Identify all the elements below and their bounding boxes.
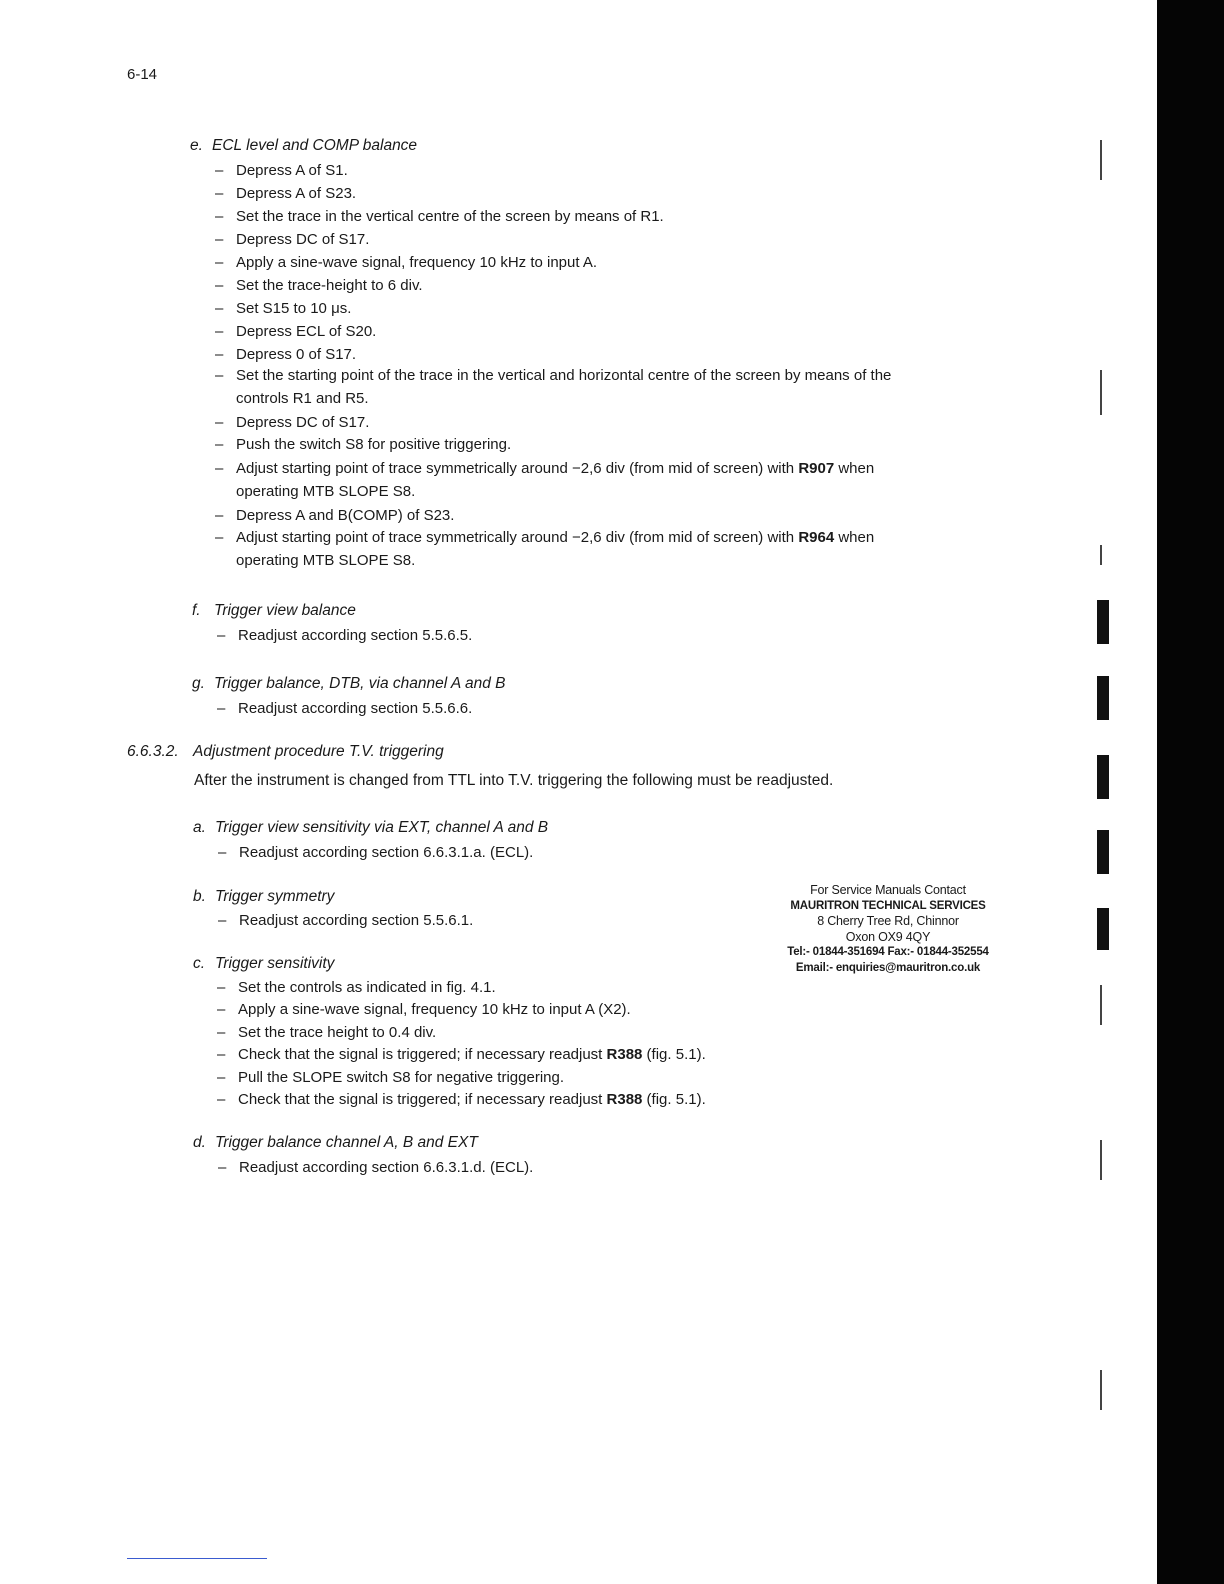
list-item: – Set the trace height to 0.4 div. [217, 1024, 437, 1041]
list-item: – Pull the SLOPE switch S8 for negative triggering. [217, 1069, 565, 1086]
list-item: – Depress DC of S17. [215, 231, 370, 248]
list-item: – Apply a sine-wave signal, frequency 10 kHz to input A. [215, 254, 598, 271]
scan-mark [1097, 600, 1109, 644]
section-e-letter: e. [190, 137, 203, 154]
contact-stamp [786, 883, 990, 976]
section-g-heading: g. Trigger balance, DTB, via channel A and B [192, 675, 506, 692]
list-item: – Readjust according section 6.6.3.1.a. (ECL). [218, 844, 534, 861]
list-item: – Depress A and B(COMP) of S23. [215, 507, 455, 524]
page-number: 6-14 [127, 66, 158, 83]
section-f-heading: f. Trigger view balance [192, 602, 356, 619]
contact-address: 8 Cherry Tree Rd, Chinnor [817, 914, 959, 928]
scan-mark [1100, 1140, 1102, 1180]
scan-mark [1097, 830, 1109, 874]
section-c-heading: c. Trigger sensitivity [193, 955, 335, 972]
list-item: – Readjust according section 5.5.6.5. [217, 627, 473, 644]
list-item: – Apply a sine-wave signal, frequency 10 kHz to input A (X2). [217, 1001, 631, 1018]
list-item: – Depress A of S23. [215, 185, 357, 202]
list-item: – Readjust according section 5.5.6.1. [218, 912, 474, 929]
subsection-intro: After the instrument is changed from TTL into T.V. triggering the following must be readjusted. [194, 772, 834, 789]
contact-email: Email:- enquiries@mauritron.co.uk [795, 961, 981, 974]
list-item: – Adjust starting point of trace symmetrically around −2,6 div (from mid of screen) with R964 when operating MTB SLOPE S8. [215, 529, 875, 569]
scan-mark [1100, 370, 1102, 415]
scan-mark [1100, 985, 1102, 1025]
contact-company: MAURITRON TECHNICAL SERVICES [790, 899, 986, 912]
list-item: – Check that the signal is triggered; if necessary readjust R388 (fig. 5.1). [217, 1091, 706, 1108]
contact-phone: Tel:- 01844-351694 Fax:- 01844-352554 [787, 946, 989, 958]
list-item: – Push the switch S8 for positive triggering. [215, 436, 512, 453]
list-item: – Check that the signal is triggered; if necessary readjust R388 (fig. 5.1). [217, 1046, 706, 1063]
list-item: – Depress A of S1. [215, 162, 348, 179]
list-item: – Depress DC of S17. [215, 414, 370, 431]
subsection-heading [127, 743, 444, 761]
list-item: – Set the controls as indicated in fig. 4.1. [217, 979, 496, 996]
scan-mark [1097, 908, 1109, 950]
section-e-title: ECL level and COMP balance [212, 137, 418, 154]
subsection-title: Adjustment procedure T.V. triggering [193, 743, 444, 760]
section-b-heading: b. Trigger symmetry [193, 888, 335, 905]
scan-mark [1100, 140, 1102, 180]
scan-mark [1100, 1370, 1102, 1410]
section-d-heading: d. Trigger balance channel A, B and EXT [193, 1134, 478, 1151]
footer-rule [127, 1558, 267, 1559]
list-item: – Adjust starting point of trace symmetrically around −2,6 div (from mid of screen) with R907 when operating MTB SLOPE S8. [215, 460, 875, 500]
list-item: – Set S15 to 10 μs. [215, 300, 352, 317]
list-item: – Depress ECL of S20. [215, 323, 377, 340]
list-item: – Readjust according section 6.6.3.1.d. (ECL). [218, 1159, 534, 1176]
contact-line: For Service Manuals Contact [810, 883, 966, 897]
scan-mark [1097, 755, 1109, 799]
list-item: – Set the trace in the vertical centre of the screen by means of R1. [215, 208, 664, 225]
scan-edge-bar [1157, 0, 1224, 1584]
scan-mark [1100, 545, 1102, 565]
scan-mark [1097, 676, 1109, 720]
list-item: – Set the starting point of the trace in the vertical and horizontal centre of the screen by means of the controls R1 and R5. [215, 367, 892, 407]
section-e-heading [190, 137, 417, 155]
list-item: – Set the trace-height to 6 div. [215, 277, 423, 294]
subsection-number: 6.6.3.2. [127, 743, 179, 760]
contact-address: Oxon OX9 4QY [845, 929, 931, 944]
list-item: – Depress 0 of S17. [215, 346, 357, 363]
list-item: – Readjust according section 5.5.6.6. [217, 700, 473, 717]
section-a-heading: a. Trigger view sensitivity via EXT, channel A and B [193, 819, 549, 836]
